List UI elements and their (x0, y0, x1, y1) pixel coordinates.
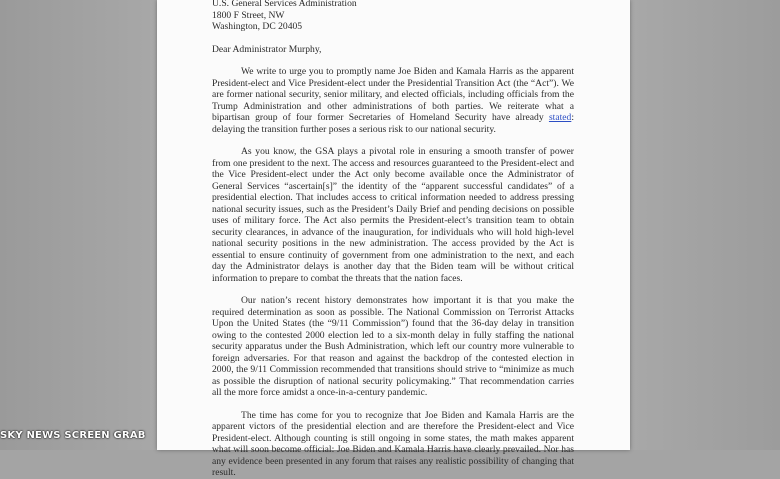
address-line: Washington, DC 20405 (212, 21, 303, 32)
letter-page (157, 0, 630, 478)
paragraph-1 (212, 66, 574, 135)
paragraph-4: The time has come for you to recognize that Joe Biden and Kamala Harris are the apparent victors of the presidential election and are therefore the President-elect and Vice President-elect. Although counting is still ongoing in some states, the math makes apparent what will soon become official: Joe Biden and Kamala Harris have clearly prevailed. Nor has any evidence been presented in any forum that raises any realistic possibility of changing that result. (212, 409, 574, 478)
recipient-address (212, 0, 574, 33)
background-right (630, 0, 780, 450)
stated-link[interactable]: stated (548, 112, 572, 123)
paragraph-3: Our nation’s recent history demonstrates how important it is that you make the required determination as soon as possible. The National Commission on Terrorist Attacks Upon the United States (the “9/11 Commission”) found that the 36-day delay in transition owing to the contested 2000 election led to a six-month delay in fully staffing the national security apparatus under the Bush Administration, which left our country more vulnerable to foreign adversaries. For that reason and against the backdrop of the contested election in 2000, the 9/11 Commission recommended that transitions should strive to “minimize as much as possible the disruption of national security policymaking.” That recommendation carries all the more force amidst a once-in-a-century pandemic. (212, 295, 574, 398)
paragraph-1-text-end: : delaying the transition further poses a serious risk to our national security. (212, 112, 574, 135)
paragraph-1-text: We write to urge you to promptly name Joe Biden and Kamala Harris as the apparent President-elect and Vice President-elect under the Presidential Transition Act (the “Act”). We are former national security, senior military, and elected officials, including officials from the Trump Administration and other administrations of both parties. We reiterate what a bipartisan group of four former Secretaries of Homeland Security have already (212, 66, 574, 123)
address-line: 1800 F Street, NW (212, 9, 285, 21)
address-line: U.S. General Services Administration (212, 0, 357, 9)
paragraph-2: As you know, the GSA plays a pivotal role in ensuring a smooth transfer of power from one president to the next. The access and resources guaranteed to the President-elect and the Vice President-elect under the Act only become available once the Administrator of General Services “ascertain[s]” the identity of the “apparent successful candidates” of a presidential election. That includes access to critical information needed to address pressing national security issues, such as the President’s Daily Brief and pending decisions on possible uses of military force. The Act also permits the President-elect’s transition team to obtain security clearances, in advance of the inauguration, for individuals who will hold high-level national security positions in the new administration. The access provided by the Act is essential to ensure continuity of government from one administration to the next, and each day the Administrator delays is another day that the Biden team will be without critical information to prepare to combat the threats that the nation faces. (212, 146, 574, 284)
broadcaster-watermark: SKY NEWS SCREEN GRAB (0, 430, 146, 441)
background-left (0, 0, 157, 450)
salutation: Dear Administrator Murphy, (212, 43, 322, 55)
letter-body (212, 0, 574, 479)
